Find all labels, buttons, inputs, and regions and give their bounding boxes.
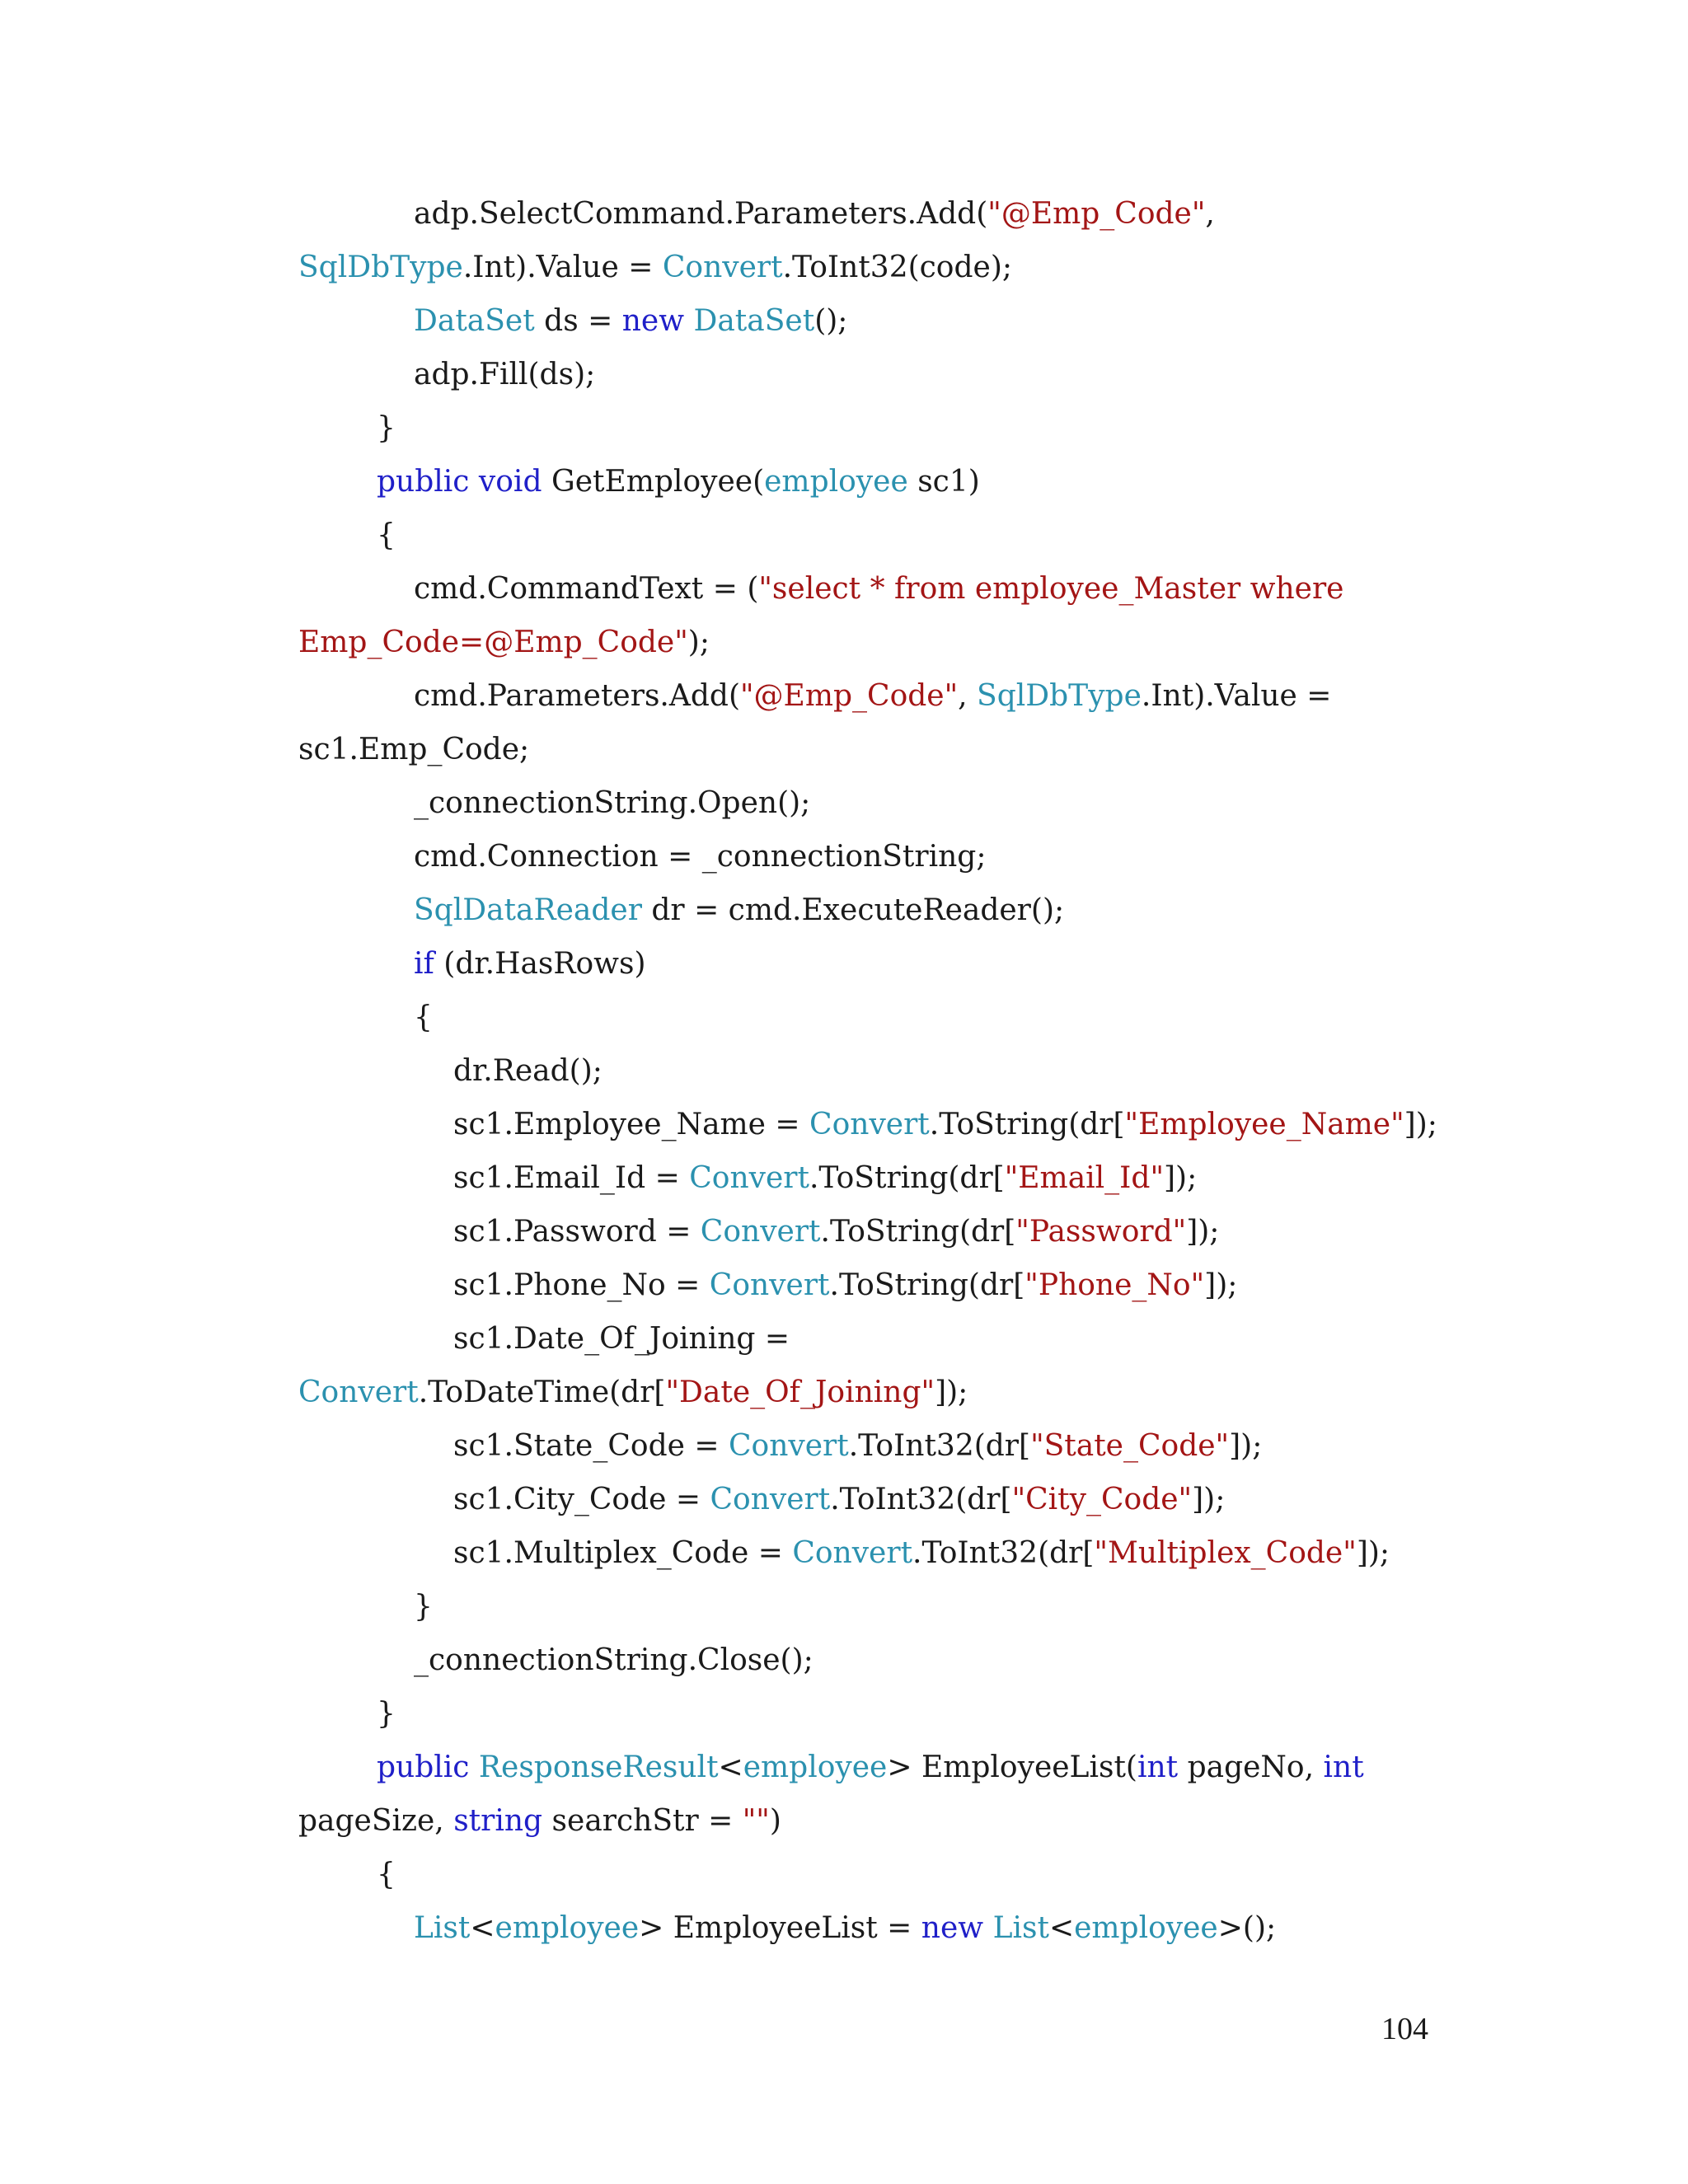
code-token-plain: );: [687, 626, 710, 659]
code-token-plain: [469, 1750, 478, 1784]
code-token-type: Convert: [710, 1483, 831, 1516]
code-line: [414, 991, 433, 1044]
code-token-plain: {: [377, 518, 396, 552]
code-token-type: SqlDbType: [977, 679, 1142, 713]
code-token-type: Convert: [809, 1108, 930, 1141]
code-token-type: Convert: [792, 1536, 913, 1570]
code-token-plain: .ToString(dr[: [829, 1268, 1025, 1302]
code-line: [453, 1206, 1219, 1258]
code-line: [414, 670, 1331, 723]
code-line: [414, 349, 595, 401]
code-token-string: "Multiplex_Code": [1094, 1536, 1357, 1570]
code-token-plain: ]);: [1356, 1536, 1390, 1570]
code-token-plain: ds =: [534, 304, 622, 338]
code-token-type: ResponseResult: [478, 1750, 719, 1784]
code-token-string: "": [742, 1804, 770, 1838]
code-token-plain: ]);: [1229, 1429, 1263, 1463]
code-line: [298, 616, 710, 669]
code-token-plain: cmd.CommandText = (: [414, 572, 759, 606]
code-token-plain: .ToString(dr[: [809, 1161, 1005, 1195]
code-token-plain: sc1): [907, 465, 980, 499]
code-token-plain: .ToString(dr[: [929, 1108, 1125, 1141]
code-token-plain: .ToInt32(dr[: [912, 1536, 1095, 1570]
code-token-plain: cmd.Parameters.Add(: [414, 679, 740, 713]
code-token-plain: sc1.Password =: [453, 1215, 701, 1249]
code-token-plain: pageSize,: [298, 1804, 454, 1838]
code-line: [414, 295, 847, 348]
code-token-plain: {: [377, 1858, 396, 1891]
code-token-plain: }: [377, 1697, 396, 1731]
code-token-plain: ,: [1205, 197, 1215, 231]
code-line: [453, 1152, 1197, 1205]
code-token-plain: }: [414, 1590, 433, 1624]
code-line: [377, 1688, 396, 1741]
code-token-plain: ,: [958, 679, 978, 713]
code-line: [414, 1902, 1276, 1955]
code-line: [453, 1099, 1437, 1151]
code-token-plain: GetEmployee(: [542, 465, 765, 499]
code-token-keyword: if: [414, 947, 434, 981]
code-line: [414, 831, 986, 883]
page-number: 104: [1381, 2012, 1428, 2046]
code-token-plain: pageNo,: [1178, 1750, 1324, 1784]
code-token-plain: .Int).Value =: [462, 251, 663, 284]
code-token-plain: sc1.Multiplex_Code =: [453, 1536, 793, 1570]
code-token-keyword: int: [1137, 1750, 1179, 1784]
code-token-type: Convert: [700, 1215, 821, 1249]
code-token-plain: dr = cmd.ExecuteReader();: [641, 893, 1065, 927]
code-token-plain: searchStr =: [542, 1804, 743, 1838]
code-line: [298, 241, 1012, 294]
code-line: [414, 188, 1215, 241]
code-token-plain: adp.SelectCommand.Parameters.Add(: [414, 197, 988, 231]
code-token-type: Convert: [689, 1161, 809, 1195]
code-token-plain: _connectionString.Close();: [414, 1643, 814, 1677]
code-token-plain: ): [769, 1804, 781, 1838]
code-token-string: "Phone_No": [1025, 1268, 1205, 1302]
code-line: [298, 1795, 781, 1848]
code-line: [414, 777, 810, 830]
code-token-plain: > EmployeeList =: [639, 1911, 921, 1945]
code-token-type: List: [992, 1911, 1049, 1945]
code-token-plain: _connectionString.Open();: [414, 786, 811, 820]
code-line: [377, 456, 980, 509]
code-token-plain: .ToDateTime(dr[: [418, 1376, 666, 1409]
code-line: [377, 402, 396, 455]
code-token-string: "Email_Id": [1004, 1161, 1165, 1195]
code-line: [414, 1581, 433, 1633]
code-token-string: "State_Code": [1030, 1429, 1230, 1463]
code-line: [377, 509, 396, 562]
code-line: [453, 1527, 1390, 1580]
code-token-plain: ]);: [1164, 1161, 1198, 1195]
code-token-plain: adp.Fill(ds);: [414, 358, 596, 391]
code-token-string: Emp_Code=@Emp_Code": [298, 626, 688, 659]
code-token-plain: sc1.Date_Of_Joining =: [453, 1322, 790, 1356]
code-token-type: SqlDbType: [298, 251, 463, 284]
code-token-plain: [469, 465, 478, 499]
code-token-plain: [684, 304, 693, 338]
code-token-plain: >();: [1217, 1911, 1277, 1945]
code-token-type: employee: [1074, 1911, 1218, 1945]
code-token-plain: > EmployeeList(: [887, 1750, 1137, 1784]
code-token-type: employee: [495, 1911, 640, 1945]
code-line: [414, 563, 1343, 616]
code-token-plain: ]);: [1204, 1268, 1238, 1302]
code-token-keyword: int: [1323, 1750, 1364, 1784]
code-token-type: employee: [743, 1750, 888, 1784]
code-token-plain: .ToInt32(dr[: [830, 1483, 1012, 1516]
code-token-string: "select * from employee_Master where: [758, 572, 1344, 606]
code-line: [453, 1420, 1262, 1473]
code-token-string: "@Emp_Code": [987, 197, 1206, 231]
code-line: [453, 1313, 790, 1366]
code-token-plain: [983, 1911, 992, 1945]
code-token-type: List: [414, 1911, 471, 1945]
code-token-plain: cmd.Connection = _connectionString;: [414, 840, 987, 874]
code-token-plain: sc1.Emp_Code;: [298, 733, 530, 766]
code-token-plain: <: [718, 1750, 743, 1784]
code-token-plain: ]);: [1192, 1483, 1226, 1516]
code-token-plain: .ToString(dr[: [820, 1215, 1016, 1249]
code-line: [298, 1366, 968, 1419]
code-token-plain: .Int).Value =: [1141, 679, 1332, 713]
code-line: [414, 938, 646, 991]
code-token-type: DataSet: [693, 304, 815, 338]
code-token-type: DataSet: [414, 304, 535, 338]
code-token-plain: sc1.Email_Id =: [453, 1161, 690, 1195]
code-token-keyword: public: [377, 1750, 470, 1784]
code-token-plain: sc1.Phone_No =: [453, 1268, 710, 1302]
code-token-plain: dr.Read();: [453, 1054, 603, 1088]
code-token-plain: sc1.Employee_Name =: [453, 1108, 810, 1141]
code-token-plain: .ToInt32(code);: [782, 251, 1012, 284]
code-token-plain: sc1.State_Code =: [453, 1429, 729, 1463]
code-line: [414, 1634, 814, 1687]
code-token-plain: <: [470, 1911, 495, 1945]
code-token-keyword: new: [621, 304, 685, 338]
code-token-type: Convert: [298, 1376, 419, 1409]
code-token-string: "Employee_Name": [1124, 1108, 1404, 1141]
code-line: [453, 1045, 603, 1098]
code-token-plain: (dr.HasRows): [434, 947, 646, 981]
code-token-keyword: string: [453, 1804, 543, 1838]
code-token-string: "Date_Of_Joining": [665, 1376, 935, 1409]
code-token-plain: sc1.City_Code =: [453, 1483, 710, 1516]
code-token-type: Convert: [728, 1429, 849, 1463]
code-token-keyword: public: [377, 465, 470, 499]
code-token-plain: ();: [814, 304, 848, 338]
code-token-plain: }: [377, 411, 396, 445]
code-token-type: SqlDataReader: [414, 893, 642, 927]
code-line: [298, 724, 529, 776]
code-token-type: Convert: [709, 1268, 830, 1302]
code-token-plain: {: [414, 1001, 433, 1034]
code-line: [453, 1474, 1225, 1526]
code-token-plain: ]);: [1186, 1215, 1220, 1249]
code-line: [414, 884, 1064, 937]
code-token-plain: ]);: [1404, 1108, 1437, 1141]
code-token-keyword: new: [921, 1911, 984, 1945]
code-line: [377, 1849, 396, 1901]
code-token-plain: .ToInt32(dr[: [848, 1429, 1031, 1463]
code-token-keyword: void: [478, 465, 542, 499]
code-token-string: "@Emp_Code": [740, 679, 959, 713]
code-token-type: employee: [764, 465, 908, 499]
code-token-plain: ]);: [935, 1376, 968, 1409]
code-token-string: "City_Code": [1011, 1483, 1193, 1516]
code-line: [453, 1259, 1237, 1312]
code-line: [377, 1741, 1364, 1794]
code-token-plain: <: [1048, 1911, 1075, 1945]
code-token-type: Convert: [662, 251, 783, 284]
code-token-string: "Password": [1015, 1215, 1187, 1249]
